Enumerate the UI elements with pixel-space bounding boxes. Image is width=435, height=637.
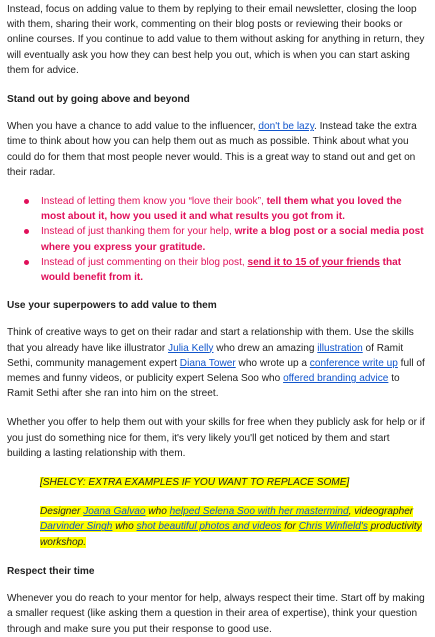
text-run: who: [112, 521, 137, 533]
text-run: Designer: [40, 506, 84, 518]
link-chris-winfield[interactable]: Chris Winfield's: [298, 521, 368, 533]
text-run: . Instead take the extra time to think about how you can help them out as much as possible. Think about what you could do for them that most people never would. This is a great way to stand out and get on their radar.: [7, 121, 417, 178]
link-julia-kelly[interactable]: Julia Kelly: [168, 342, 214, 354]
intro-paragraph: Instead, focus on adding value to them by replying to their email newsletter, closing the loop with them, sharing their work, commenting on their blog posts or reviewing their books or online courses. If you continue to add value to them without asking for anything in return, they will eventually ask you how they can best help you out, which is when you can start asking them for advice.: [7, 4, 425, 76]
text-run: full of memes and funny videos, or publicity expert Selena Soo who: [7, 357, 425, 385]
extra-examples: [40, 504, 425, 550]
link-illustration[interactable]: illustration: [317, 342, 363, 354]
text-run: of Ramit Sethi, community management expert: [7, 342, 404, 369]
text-run: , videographer: [348, 506, 414, 518]
editor-note: [40, 475, 425, 490]
bullet-bold-text: that would benefit from it.: [41, 256, 402, 284]
list-item: [41, 255, 425, 285]
text-run: for: [281, 521, 299, 533]
text-run: Think of creative ways to get on their radar and start a relationship with them. Use the skills that you already have like illustrator: [7, 327, 414, 354]
link-helped-selena-soo[interactable]: helped Selena Soo with her mastermind: [169, 506, 349, 518]
superpowers-paragraph: [7, 325, 425, 401]
list-item: [41, 194, 425, 224]
text-run: who: [145, 506, 170, 518]
heading-superpowers: Use your superpowers to add value to them: [7, 300, 217, 312]
text-run: who drew an amazing: [213, 342, 318, 354]
link-offered-branding-advice[interactable]: offered branding advice: [283, 373, 389, 385]
text-run: who wrote up a: [235, 357, 310, 369]
bullet-text: Instead of letting them know you “love their book”,: [41, 196, 267, 208]
bullet-bold-text: write a blog post or a social media post where you express your gratitude.: [41, 226, 424, 253]
respect-time-paragraph: Whenever you do reach to your mentor for help, always respect their time. Start off by making a smaller request (like asking them a question in their area of expertise), think your question through and make sure you put their response to good use.: [7, 593, 425, 635]
tips-list: [7, 194, 425, 285]
bullet-bold-text: tell them what you loved the most about it, how you used it and what results you got from it.: [41, 196, 402, 223]
heading-respect-time: Respect their time: [7, 565, 95, 577]
heading-stand-out: Stand out by going above and beyond: [7, 94, 190, 106]
link-joana-galvao[interactable]: Joana Galvao: [83, 506, 146, 518]
bullet-text: Instead of just commenting on their blog post,: [41, 256, 248, 268]
text-run: to Ramit Sethi after she ran into him on the street.: [7, 373, 400, 400]
link-dont-be-lazy[interactable]: don't be lazy: [258, 121, 315, 133]
text-run: productivity workshop.: [40, 521, 422, 548]
link-diana-tower[interactable]: Diana Tower: [179, 357, 236, 369]
text-run: When you have a chance to add value to the influencer,: [7, 121, 259, 133]
highlighted-examples: [40, 506, 422, 547]
bullet-text: Instead of just thanking them for your help,: [41, 226, 235, 238]
stand-out-paragraph: [7, 119, 425, 180]
list-item: [41, 224, 425, 254]
highlighted-note-block: [7, 475, 425, 550]
link-send-to-friends[interactable]: send it to 15 of your friends: [247, 256, 380, 268]
link-darvinder-singh[interactable]: Darvinder Singh: [40, 521, 113, 533]
highlighted-note-text: [SHELCY: EXTRA EXAMPLES IF YOU WANT TO REPLACE SOME]: [40, 477, 350, 489]
link-shot-beautiful-photos[interactable]: shot beautiful photos and videos: [136, 521, 282, 533]
help-paragraph: Whether you offer to help them out with your skills for free when they publicly ask for help or if you just do something nice for them, it's very likely you'll get noticed by them and start building a lasting relationship with them.: [7, 417, 425, 459]
link-conference-write-up[interactable]: conference write up: [309, 357, 398, 369]
